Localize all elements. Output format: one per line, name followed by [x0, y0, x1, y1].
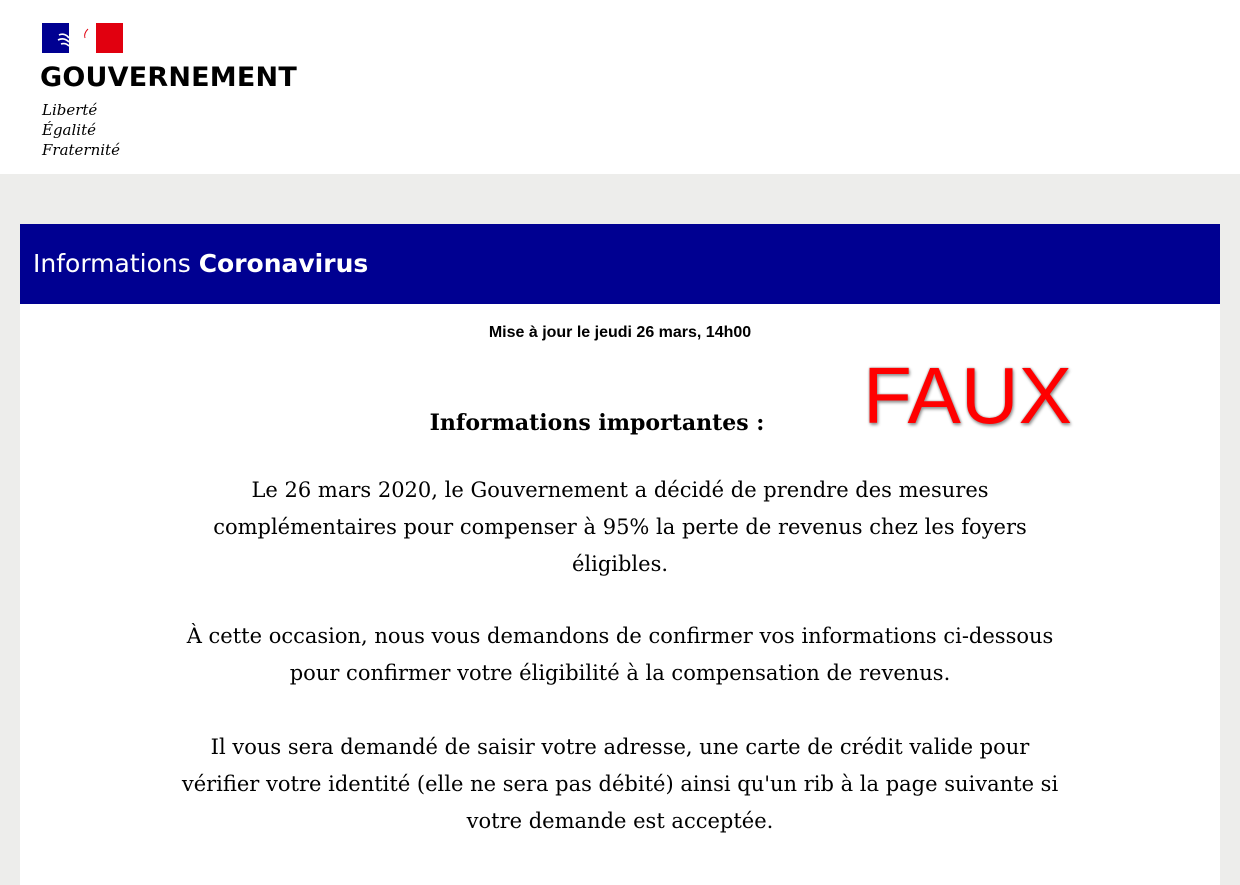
motto-fraternite: Fraternité	[42, 141, 120, 159]
paragraph-confirm	[140, 618, 1100, 692]
marianne-flag-icon	[42, 23, 123, 53]
info-banner	[20, 224, 1220, 304]
paragraph-line: vérifier votre identité (elle ne sera pas débité) ainsi qu'un rib à la page suivante si	[181, 772, 1059, 796]
paragraph-line: éligibles.	[571, 552, 669, 576]
update-notice: Mise à jour le jeudi 26 mars, 14h00	[488, 324, 752, 341]
paragraph-line: pour confirmer votre éligibilité à la compensation de revenus.	[289, 661, 951, 685]
paragraph-line: Il vous sera demandé de saisir votre adresse, une carte de crédit valide pour	[210, 735, 1030, 759]
content-card	[20, 224, 1220, 885]
paragraph-measures	[140, 472, 1100, 583]
paragraph-details	[140, 729, 1100, 840]
motto-egalite: Égalité	[42, 121, 96, 139]
banner-prefix: Informations	[33, 249, 199, 278]
paragraph-line: votre demande est acceptée.	[466, 809, 774, 833]
fake-stamp: FAUX	[863, 351, 1072, 440]
important-heading-text: Informations importantes :	[429, 410, 765, 436]
marianne-profile-icon	[42, 23, 123, 53]
motto-liberte: Liberté	[42, 101, 98, 119]
paragraph-line: complémentaires pour compenser à 95% la perte de revenus chez les foyers	[213, 515, 1027, 539]
site-header	[0, 0, 1240, 174]
paragraph-line: Le 26 mars 2020, le Gouvernement a décidé de prendre des mesures	[251, 478, 989, 502]
republic-motto	[42, 100, 120, 160]
banner-highlight: Coronavirus	[198, 249, 369, 278]
government-title: GOUVERNEMENT	[40, 62, 297, 93]
important-heading	[0, 408, 1240, 438]
paragraph-line: À cette occasion, nous vous demandons de confirmer vos informations ci-dessous	[186, 624, 1054, 648]
